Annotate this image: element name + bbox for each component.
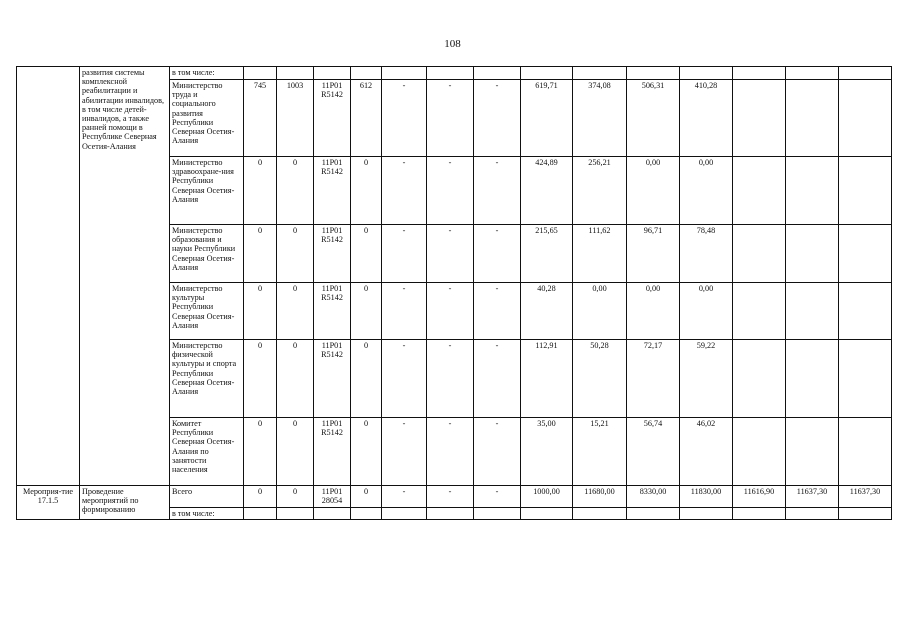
including-label: в том числе:: [170, 67, 244, 80]
grbs-cell: 0: [244, 157, 277, 225]
value3-cell: 56,74: [627, 418, 680, 486]
value5-cell: [733, 80, 786, 157]
vr-cell: 0: [351, 225, 382, 283]
vr-cell: 0: [351, 486, 382, 508]
empty-cell: [314, 508, 351, 520]
vr-cell: 0: [351, 418, 382, 486]
executor-cell: Министерство культуры Республики Северная Осетия-Алания: [170, 283, 244, 340]
rzpr-cell: 0: [277, 283, 314, 340]
grbs-cell: 745: [244, 80, 277, 157]
total-label-cell: Всего: [170, 486, 244, 508]
csr-cell: 11Р01 R5142: [314, 157, 351, 225]
value2-cell: 50,28: [573, 340, 627, 418]
year1-cell: -: [382, 340, 427, 418]
value6-cell: [786, 418, 839, 486]
year1-cell: -: [382, 418, 427, 486]
empty-cell: [680, 508, 733, 520]
year1-cell: -: [382, 157, 427, 225]
value1-cell: 215,65: [521, 225, 573, 283]
year2-cell: -: [427, 486, 474, 508]
executor-cell: Министерство здравоохране-ния Республики Северная Осетия-Алания: [170, 157, 244, 225]
year2-cell: -: [427, 283, 474, 340]
csr-cell: 11Р01 R5142: [314, 340, 351, 418]
rzpr-cell: 0: [277, 486, 314, 508]
value4-cell: 0,00: [680, 157, 733, 225]
value6-cell: [786, 80, 839, 157]
value2-cell: 256,21: [573, 157, 627, 225]
year3-cell: -: [474, 225, 521, 283]
year2-cell: -: [427, 157, 474, 225]
value4-cell: 78,48: [680, 225, 733, 283]
value7-cell: [839, 283, 892, 340]
year2-cell: -: [427, 418, 474, 486]
grbs-cell: 0: [244, 486, 277, 508]
budget-table: [16, 66, 892, 520]
value1-cell: 619,71: [521, 80, 573, 157]
empty-cell: [351, 508, 382, 520]
rzpr-cell: 0: [277, 340, 314, 418]
value3-cell: 96,71: [627, 225, 680, 283]
executor-cell: Министерство образования и науки Республики Северная Осетия-Алания: [170, 225, 244, 283]
value1-cell: 35,00: [521, 418, 573, 486]
year1-cell: -: [382, 225, 427, 283]
grbs-cell: 0: [244, 418, 277, 486]
year3-cell: -: [474, 486, 521, 508]
rzpr-cell: 1003: [277, 80, 314, 157]
vr-cell: 0: [351, 340, 382, 418]
value6-cell: [786, 157, 839, 225]
empty-cell: [521, 508, 573, 520]
empty-cell: [474, 508, 521, 520]
year3-cell: -: [474, 157, 521, 225]
value4-cell: 11830,00: [680, 486, 733, 508]
executor-cell: Министерство труда и социального развития Республики Северная Осетия-Алания: [170, 80, 244, 157]
empty-cell: [573, 508, 627, 520]
measure-name-cell: Проведение мероприятий по формированию: [80, 486, 170, 520]
value1-cell: 424,89: [521, 157, 573, 225]
value6-cell: [786, 225, 839, 283]
value5-cell: [733, 225, 786, 283]
value6-cell: [786, 340, 839, 418]
vr-cell: 0: [351, 157, 382, 225]
empty-cell: [427, 508, 474, 520]
value5-cell: [733, 418, 786, 486]
year3-cell: -: [474, 418, 521, 486]
empty-cell: [839, 508, 892, 520]
value4-cell: 0,00: [680, 283, 733, 340]
value2-cell: 15,21: [573, 418, 627, 486]
value3-cell: 8330,00: [627, 486, 680, 508]
continuation-row: [17, 67, 892, 80]
empty-cell: [277, 508, 314, 520]
value3-cell: 506,31: [627, 80, 680, 157]
rzpr-cell: 0: [277, 225, 314, 283]
grbs-cell: 0: [244, 225, 277, 283]
year2-cell: -: [427, 80, 474, 157]
empty-cell: [786, 508, 839, 520]
rzpr-cell: 0: [277, 157, 314, 225]
value6-cell: [786, 283, 839, 340]
value1-cell: 1000,00: [521, 486, 573, 508]
value2-cell: 374,08: [573, 80, 627, 157]
year3-cell: -: [474, 80, 521, 157]
grbs-cell: 0: [244, 340, 277, 418]
executor-cell: Комитет Республики Северная Осетия-Алания по занятости населения: [170, 418, 244, 486]
value4-cell: 59,22: [680, 340, 733, 418]
value3-cell: 0,00: [627, 157, 680, 225]
vr-cell: 612: [351, 80, 382, 157]
value5-cell: 11616,90: [733, 486, 786, 508]
value7-cell: [839, 157, 892, 225]
executor-cell: Министерство физической культуры и спорта Республики Северная Осетия-Алания: [170, 340, 244, 418]
empty-cell: [244, 508, 277, 520]
year3-cell: -: [474, 340, 521, 418]
rzpr-cell: 0: [277, 418, 314, 486]
measure-code-cell: Мероприя-тие 17.1.5: [17, 486, 80, 520]
value2-cell: 111,62: [573, 225, 627, 283]
empty-cell: [382, 508, 427, 520]
csr-cell: 11Р01 28054: [314, 486, 351, 508]
value4-cell: 46,02: [680, 418, 733, 486]
including-label: в том числе:: [170, 508, 244, 520]
value1-cell: 40,28: [521, 283, 573, 340]
code-cell-continued: [17, 67, 80, 486]
year2-cell: -: [427, 340, 474, 418]
csr-cell: 11Р01 R5142: [314, 225, 351, 283]
vr-cell: 0: [351, 283, 382, 340]
value2-cell: 11680,00: [573, 486, 627, 508]
value7-cell: [839, 225, 892, 283]
value1-cell: 112,91: [521, 340, 573, 418]
measure-name-continued: развития системы комплексной реабилитации и абилитации инвалидов, в том числе детей-инвалидов, а также ранней помощи в Республике Северная Осетия-Алания: [80, 67, 170, 486]
csr-cell: 11Р01 R5142: [314, 418, 351, 486]
value4-cell: 410,28: [680, 80, 733, 157]
value3-cell: 72,17: [627, 340, 680, 418]
value3-cell: 0,00: [627, 283, 680, 340]
year1-cell: -: [382, 486, 427, 508]
value6-cell: 11637,30: [786, 486, 839, 508]
measure-total-row: [17, 486, 892, 508]
year2-cell: -: [427, 225, 474, 283]
value7-cell: [839, 418, 892, 486]
value7-cell: 11637,30: [839, 486, 892, 508]
empty-cell: [733, 508, 786, 520]
csr-cell: 11Р01 R5142: [314, 283, 351, 340]
page-number: 108: [444, 38, 461, 50]
year1-cell: -: [382, 80, 427, 157]
value7-cell: [839, 80, 892, 157]
value2-cell: 0,00: [573, 283, 627, 340]
value5-cell: [733, 340, 786, 418]
grbs-cell: 0: [244, 283, 277, 340]
year1-cell: -: [382, 283, 427, 340]
empty-cell: [627, 508, 680, 520]
year3-cell: -: [474, 283, 521, 340]
value5-cell: [733, 283, 786, 340]
value7-cell: [839, 340, 892, 418]
value5-cell: [733, 157, 786, 225]
csr-cell: 11Р01 R5142: [314, 80, 351, 157]
